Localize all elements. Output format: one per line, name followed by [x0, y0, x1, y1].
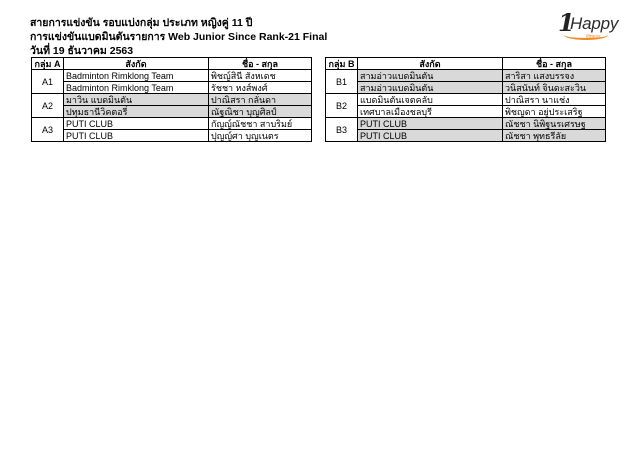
- table-row: [326, 130, 606, 142]
- club-cell: ปทุมธานีวิคตอรี่: [64, 106, 209, 118]
- player-name-cell: รัชชา หงส์พงศ์: [209, 82, 312, 94]
- club-cell: PUTI CLUB: [64, 118, 209, 130]
- player-name-cell: ณัฐณิชา บุญศิลป์: [209, 106, 312, 118]
- club-cell: Badminton Rimklong Team: [64, 82, 209, 94]
- group-a-table: [31, 57, 312, 142]
- table-row: [32, 94, 312, 106]
- event-date: วันที่ 19 ธันวาคม 2563: [30, 45, 134, 57]
- table-row: [32, 130, 312, 142]
- table-row: [326, 118, 606, 130]
- table-row: [326, 106, 606, 118]
- logo-word: Happy: [570, 14, 619, 33]
- player-name-cell: ณัชชา พุทธรีลัย: [503, 130, 606, 142]
- logo-tagline: fitness: [586, 34, 601, 40]
- group-name: B3: [326, 118, 358, 142]
- group-name: B1: [326, 70, 358, 94]
- player-name-cell: ปาณิสรา นาแช่ง: [503, 94, 606, 106]
- player-name-cell: กัญญ์ณัชชา สาบริมย์: [209, 118, 312, 130]
- table-row: [326, 70, 606, 82]
- club-cell: สามอ่าวแบดมินตัน: [358, 82, 503, 94]
- table-header-row: [326, 58, 606, 70]
- group-name: A3: [32, 118, 64, 142]
- player-name-cell: ณัชชา นิพิฐนรเศรษฐ: [503, 118, 606, 130]
- player-column-header: ชื่อ - สกุล: [209, 58, 312, 70]
- group-b-table: [325, 57, 606, 142]
- club-cell: สามอ่าวแบดมินตัน: [358, 70, 503, 82]
- player-name-cell: พิชญดา อยู่ประเสริฐ: [503, 106, 606, 118]
- table-row: [32, 118, 312, 130]
- player-name-cell: สาริสา แสงบรรจง: [503, 70, 606, 82]
- club-cell: เทศบาลเมืองชลบุรี: [358, 106, 503, 118]
- club-cell: PUTI CLUB: [64, 130, 209, 142]
- table-row: [326, 82, 606, 94]
- club-cell: แบดมินตันเจตคลับ: [358, 94, 503, 106]
- table-row: [32, 82, 312, 94]
- group-name: A2: [32, 94, 64, 118]
- table-header-row: [32, 58, 312, 70]
- document-header: [30, 16, 327, 58]
- player-name-cell: ปาณิสรา กลั่นดา: [209, 94, 312, 106]
- table-row: [32, 70, 312, 82]
- club-cell: Badminton Rimklong Team: [64, 70, 209, 82]
- competition-title: สายการแข่งขัน รอบแบ่งกลุ่ม ประเภท หญิงคู่ 11 ปี: [30, 17, 253, 29]
- happy-fitness-logo: [558, 10, 618, 44]
- club-column-header: สังกัด: [64, 58, 209, 70]
- group-name: B2: [326, 94, 358, 118]
- table-row: [32, 106, 312, 118]
- player-name-cell: วนิสนันท์ จินดะสะวิน: [503, 82, 606, 94]
- group-column-header: กลุ่ม A: [32, 58, 64, 70]
- club-cell: มาวิน แบดมินตัน: [64, 94, 209, 106]
- table-row: [326, 94, 606, 106]
- group-name: A1: [32, 70, 64, 94]
- player-column-header: ชื่อ - สกุล: [503, 58, 606, 70]
- group-column-header: กลุ่ม B: [326, 58, 358, 70]
- club-column-header: สังกัด: [358, 58, 503, 70]
- club-cell: PUTI CLUB: [358, 118, 503, 130]
- tournament-name: การแข่งขันแบดมินตันรายการ Web Junior Since Rank-21 Final: [30, 31, 328, 43]
- player-name-cell: ปุญญ์ศา บุญเนตร: [209, 130, 312, 142]
- logo-numeral: 1: [558, 8, 575, 37]
- player-name-cell: พิชญ์สินี สังหเดช: [209, 70, 312, 82]
- club-cell: PUTI CLUB: [358, 130, 503, 142]
